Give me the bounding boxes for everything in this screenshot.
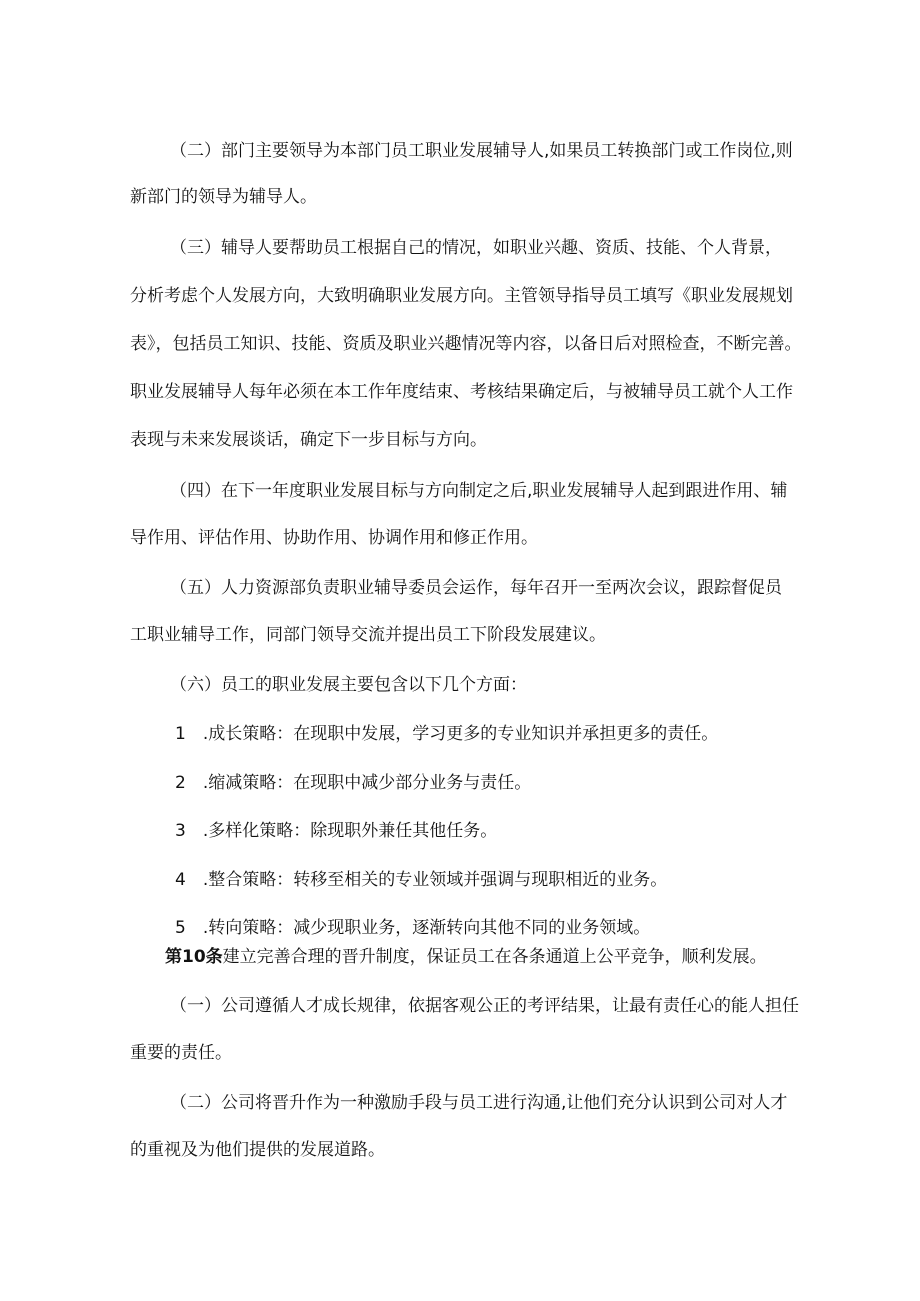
strategy-item: 3 .多样化策略：除现职外兼任其他任务。 [175,821,498,841]
paragraph-line: （二）公司将晋升作为一种激励手段与员工进行沟通,让他们充分认识到公司对人才 [170,1093,788,1113]
paragraph-line: 表现与未来发展谈话，确定下一步目标与方向。 [130,430,487,450]
article-10 [165,945,767,969]
article-10-text: 建立完善合理的晋升制度，保证员工在各条通道上公平竞争，顺利发展。 [222,947,767,967]
strategy-item: 5 .转向策略：减少现职业务，逐渐转向其他不同的业务领域。 [175,918,651,938]
paragraph-line: 的重视及为他们提供的发展道路。 [130,1140,385,1160]
paragraph-line: （五）人力资源部负责职业辅导委员会运作，每年召开一至两次会议，跟踪督促员 [170,578,782,598]
paragraph-line: 工职业辅导工作，同部门领导交流并提出员工下阶段发展建议。 [130,625,606,645]
paragraph-line: 重要的责任。 [130,1043,232,1063]
paragraph-line: 新部门的领导为辅导人。 [130,187,317,207]
paragraph-line: （一）公司遵循人才成长规律，依据客观公正的考评结果，让最有责任心的能人担任 [170,996,799,1016]
paragraph-line: 分析考虑个人发展方向，大致明确职业发展方向。主管领导指导员工填写《职业发展规划 [130,286,793,306]
paragraph-line: 表》，包括员工知识、技能、资质及职业兴趣情况等内容，以备日后对照检查，不断完善。 [130,334,802,354]
strategy-item: 4 .整合策略：转移至相关的专业领域并强调与现职相近的业务。 [175,870,668,890]
strategy-item: 2 .缩减策略：在现职中减少部分业务与责任。 [175,773,532,793]
strategy-item: 1 .成长策略：在现职中发展，学习更多的专业知识并承担更多的责任。 [175,724,719,744]
article-10-label: 第10条 [165,947,223,967]
paragraph-line: （三）辅导人要帮助员工根据自己的情况，如职业兴趣、资质、技能、个人背景， [170,238,782,258]
paragraph-line: （四）在下一年度职业发展目标与方向制定之后,职业发展辅导人起到跟进作用、辅 [170,481,788,501]
paragraph-line: 导作用、评估作用、协助作用、协调作用和修正作用。 [130,528,538,548]
paragraph-line: （二）部门主要领导为本部门员工职业发展辅导人,如果员工转换部门或工作岗位,则 [170,141,793,161]
paragraph-line: （六）员工的职业发展主要包含以下几个方面： [170,675,527,695]
paragraph-line: 职业发展辅导人每年必须在本工作年度结束、考核结果确定后，与被辅导员工就个人工作 [130,382,793,402]
